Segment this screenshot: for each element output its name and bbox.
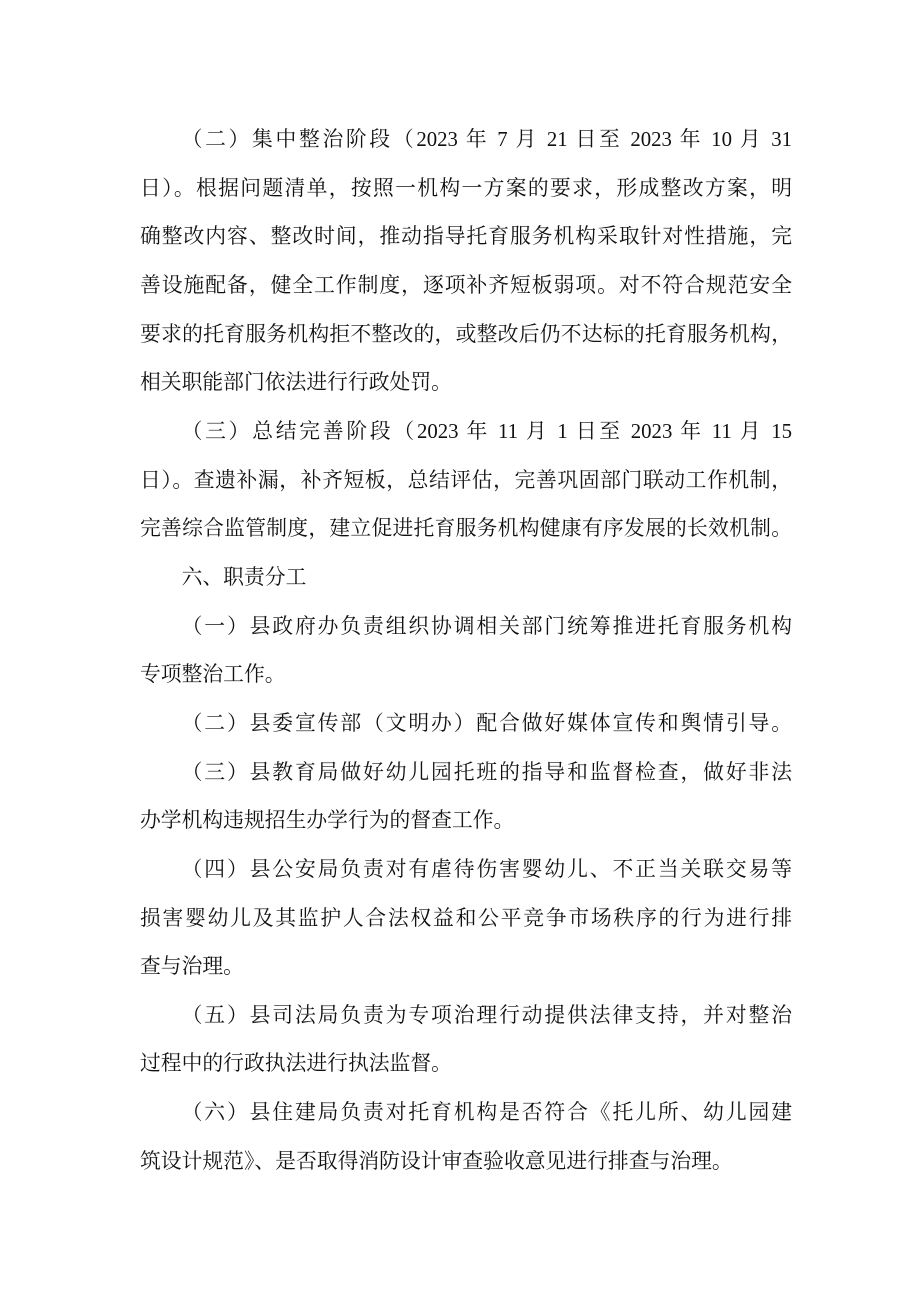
text-line: 善设施配备，健全工作制度，逐项补齐短板弱项。对不符合规范安全 bbox=[140, 273, 792, 297]
text-line: 损害婴幼儿及其监护人合法权益和公平竞争市场秩序的行为进行排 bbox=[140, 906, 792, 930]
text-line: 确整改内容、整改时间，推动指导托育服务机构采取针对性措施，完 bbox=[140, 225, 792, 249]
text-line: 专项整治工作。 bbox=[140, 663, 286, 687]
paragraph-publicity-department bbox=[140, 700, 792, 749]
paragraph-county-government-office bbox=[140, 603, 792, 700]
text-line: 过程中的行政执法进行执法监督。 bbox=[140, 1052, 452, 1076]
text-line: 日）。查遗补漏，补齐短板，总结评估，完善巩固部门联动工作机制， bbox=[140, 468, 792, 492]
paragraph-education-bureau bbox=[140, 749, 792, 846]
text-line: （二）集中整治阶段（2023 年 7 月 21 日至 2023 年 10 月 31 bbox=[181, 128, 792, 151]
section-heading-responsibilities bbox=[140, 554, 792, 603]
text-line: 筑设计规范》、是否取得消防设计审查验收意见进行排查与治理。 bbox=[140, 1149, 733, 1173]
text-line: （三）县教育局做好幼儿园托班的指导和监督检查，做好非法 bbox=[181, 760, 792, 784]
text-line: 办学机构违规招生办学行为的督查工作。 bbox=[140, 809, 515, 833]
document-body bbox=[140, 116, 792, 1186]
text-line: （六）县住建局负责对托育机构是否符合《托儿所、幼儿园建 bbox=[181, 1101, 792, 1125]
paragraph-concentrated-rectification-stage bbox=[140, 116, 792, 408]
paragraph-justice-bureau bbox=[140, 992, 792, 1089]
text-line: （四）县公安局负责对有虐待伤害婴幼儿、不正当关联交易等 bbox=[181, 857, 792, 881]
text-line: （一）县政府办负责组织协调相关部门统筹推进托育服务机构 bbox=[181, 614, 792, 638]
text-line: （三）总结完善阶段（2023 年 11 月 1 日至 2023 年 11 月 15 bbox=[181, 419, 792, 443]
text-line: 相关职能部门依法进行行政处罚。 bbox=[140, 371, 452, 395]
section-heading: 六、职责分工 bbox=[181, 565, 307, 589]
paragraph-summary-improvement-stage bbox=[140, 408, 792, 554]
text-line: （二）县委宣传部（文明办）配合做好媒体宣传和舆情引导。 bbox=[181, 711, 792, 735]
text-line: 要求的托育服务机构拒不整改的，或整改后仍不达标的托育服务机构， bbox=[140, 322, 792, 346]
paragraph-housing-construction-bureau bbox=[140, 1089, 792, 1186]
text-line: 日）。根据问题清单，按照一机构一方案的要求，形成整改方案，明 bbox=[140, 176, 792, 200]
text-line: 完善综合监管制度，建立促进托育服务机构健康有序发展的长效机制。 bbox=[140, 517, 792, 541]
text-line: 查与治理。 bbox=[140, 955, 244, 979]
text-line: （五）县司法局负责为专项治理行动提供法律支持，并对整治 bbox=[181, 1003, 792, 1027]
paragraph-public-security-bureau bbox=[140, 846, 792, 992]
